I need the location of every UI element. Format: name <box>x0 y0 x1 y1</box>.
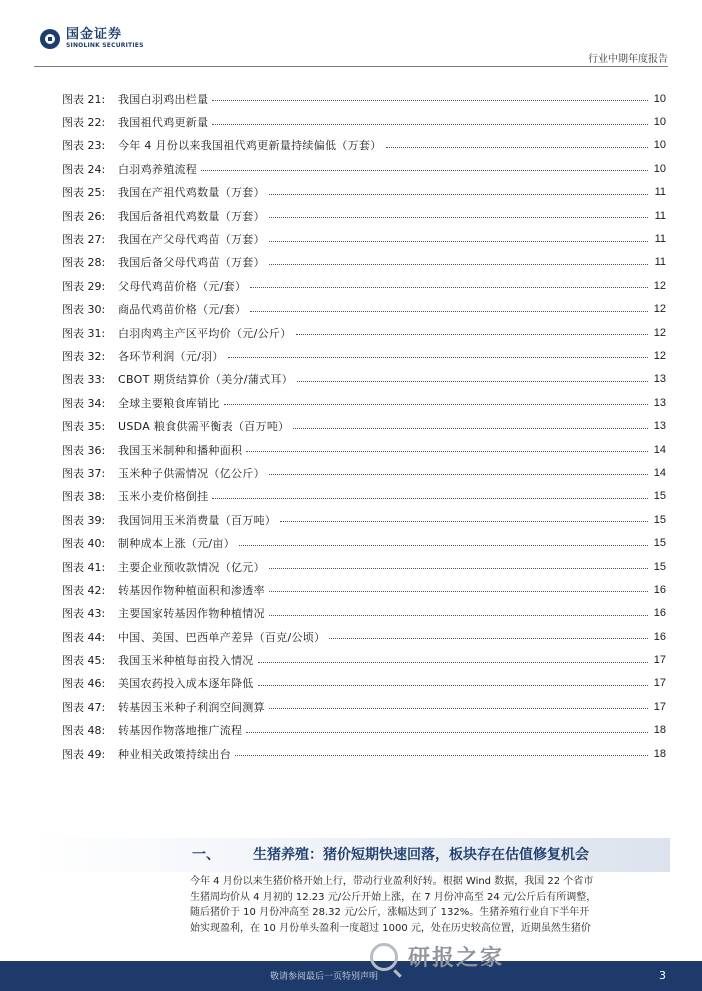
toc-dot-leader <box>269 474 648 475</box>
toc-dot-leader <box>293 428 648 429</box>
toc-entry[interactable] <box>62 555 666 578</box>
toc-figure-label: 图表 34: <box>62 396 106 410</box>
toc-page-number: 11 <box>654 256 666 269</box>
toc-dot-leader <box>269 241 648 242</box>
toc-dot-leader <box>296 334 648 335</box>
toc-figure-title: 美国农药投入成本逐年降低 <box>118 677 254 691</box>
header-divider <box>34 66 668 67</box>
figure-table-of-contents <box>62 87 666 765</box>
page-footer <box>0 946 702 991</box>
toc-figure-label: 图表 32: <box>62 349 106 363</box>
toc-figure-title: 白羽鸡养殖流程 <box>118 162 198 176</box>
toc-entry[interactable] <box>62 602 666 625</box>
watermark <box>370 941 504 972</box>
toc-figure-title: 全球主要粮食库销比 <box>118 396 220 410</box>
toc-figure-title: 各环节利润（元/羽） <box>118 349 224 363</box>
toc-figure-title: USDA 粮食供需平衡表（百万吨） <box>118 420 290 434</box>
toc-figure-title: 种业相关政策持续出台 <box>118 747 231 761</box>
body-line: 生猪周均价从 4 月初的 12.23 元/公斤开始上涨，在 7 月份冲高至 24 元/公斤后有所调整， <box>190 891 597 903</box>
toc-page-number: 12 <box>653 349 666 362</box>
toc-figure-title: CBOT 期货结算价（美分/蒲式耳） <box>118 373 294 387</box>
toc-entry[interactable] <box>62 321 666 344</box>
disclaimer-note: 敬请参阅最后一页特别声明 <box>270 972 379 982</box>
toc-dot-leader <box>269 615 648 616</box>
toc-dot-leader <box>269 568 648 569</box>
toc-page-number: 15 <box>653 513 666 526</box>
toc-page-number: 16 <box>653 607 666 620</box>
toc-figure-title: 转基因玉米种子利润空间测算 <box>118 700 265 714</box>
section-number: 一、 <box>192 847 220 863</box>
toc-entry[interactable] <box>62 414 666 437</box>
toc-figure-label: 图表 40: <box>62 537 106 551</box>
toc-dot-leader <box>201 170 648 171</box>
logo-english-name: SINOLINK SECURITIES <box>66 42 144 49</box>
toc-figure-title: 今年 4 月份以来我国祖代鸡更新量持续偏低（万套） <box>118 139 382 153</box>
toc-page-number: 10 <box>653 92 666 105</box>
toc-dot-leader <box>269 194 648 195</box>
body-paragraph <box>190 874 668 936</box>
toc-entry[interactable] <box>62 298 666 321</box>
toc-dot-leader <box>250 311 648 312</box>
company-logo <box>40 28 144 49</box>
toc-figure-label: 图表 28: <box>62 256 106 270</box>
page-header <box>0 0 702 68</box>
section-title: 生猪养殖：猪价短期快速回落，板块存在估值修复机会 <box>253 847 589 863</box>
toc-figure-title: 玉米种子供需情况（亿公斤） <box>118 466 265 480</box>
toc-page-number: 15 <box>653 560 666 573</box>
toc-page-number: 16 <box>653 630 666 643</box>
toc-entry[interactable] <box>62 719 666 742</box>
toc-dot-leader <box>228 357 648 358</box>
toc-dot-leader <box>235 755 648 756</box>
toc-entry[interactable] <box>62 110 666 133</box>
toc-figure-title: 制种成本上涨（元/亩） <box>118 537 236 551</box>
toc-figure-title: 我国祖代鸡更新量 <box>118 116 209 130</box>
toc-figure-title: 我国玉米制种和播种面积 <box>118 443 243 457</box>
toc-page-number: 10 <box>653 116 666 129</box>
toc-figure-label: 图表 43: <box>62 607 106 621</box>
toc-figure-title: 我国玉米种植每亩投入情况 <box>118 654 254 668</box>
toc-figure-label: 图表 29: <box>62 279 106 293</box>
toc-entry[interactable] <box>62 344 666 367</box>
toc-page-number: 15 <box>653 490 666 503</box>
toc-page-number: 14 <box>653 443 666 456</box>
toc-figure-label: 图表 25: <box>62 186 106 200</box>
toc-page-number: 11 <box>654 186 666 199</box>
report-type-label: 行业中期年度报告 <box>588 54 668 65</box>
toc-page-number: 17 <box>653 677 666 690</box>
logo-text <box>66 28 144 49</box>
toc-dot-leader <box>329 638 648 639</box>
logo-chinese-name: 国金证券 <box>66 27 123 42</box>
toc-page-number: 18 <box>653 747 666 760</box>
body-line: 今年 4 月份以来生猪价格开始上行，带动行业盈利好转。根据 Wind 数据，我国 22 个省市 <box>190 876 594 887</box>
toc-dot-leader <box>212 498 648 499</box>
toc-figure-label: 图表 47: <box>62 700 106 714</box>
body-line: 始实现盈利，在 10 月份单头盈利一度超过 1000 元，处在历史较高位置，近期虽然生猪价 <box>190 922 591 934</box>
toc-figure-label: 图表 38: <box>62 490 106 504</box>
body-line: 随后猪价于 10 月份冲高至 28.32 元/公斤，涨幅达到了 132%。生猪养殖行业自下半年开 <box>190 907 590 919</box>
toc-entry[interactable] <box>62 531 666 554</box>
toc-figure-title: 中国、美国、巴西单产差异（百克/公顷） <box>118 630 326 644</box>
toc-dot-leader <box>239 545 648 546</box>
toc-dot-leader <box>246 451 648 452</box>
page-number: 3 <box>659 969 666 982</box>
toc-figure-label: 图表 30: <box>62 303 106 317</box>
toc-entry[interactable] <box>62 672 666 695</box>
toc-figure-label: 图表 44: <box>62 630 106 644</box>
toc-page-number: 10 <box>653 162 666 175</box>
toc-figure-label: 图表 39: <box>62 513 106 527</box>
toc-dot-leader <box>246 732 648 733</box>
toc-entry[interactable] <box>62 181 666 204</box>
toc-figure-title: 主要企业预收款情况（亿元） <box>118 560 265 574</box>
toc-page-number: 13 <box>653 396 666 409</box>
toc-figure-label: 图表 21: <box>62 92 106 106</box>
toc-figure-title: 转基因作物落地推广流程 <box>118 724 243 738</box>
toc-dot-leader <box>269 217 648 218</box>
toc-figure-title: 我国饲用玉米消费量（百万吨） <box>118 513 277 527</box>
toc-figure-label: 图表 23: <box>62 139 106 153</box>
toc-entry[interactable] <box>62 391 666 414</box>
toc-page-number: 12 <box>653 279 666 292</box>
toc-entry[interactable] <box>62 227 666 250</box>
toc-figure-label: 图表 48: <box>62 724 106 738</box>
toc-figure-title: 我国后备父母代鸡苗（万套） <box>118 256 265 270</box>
toc-entry[interactable] <box>62 461 666 484</box>
toc-figure-label: 图表 31: <box>62 326 106 340</box>
toc-figure-label: 图表 45: <box>62 654 106 668</box>
toc-figure-title: 转基因作物种植面积和渗透率 <box>118 583 265 597</box>
toc-dot-leader <box>258 662 648 663</box>
toc-page-number: 12 <box>653 303 666 316</box>
toc-entry[interactable] <box>62 134 666 157</box>
toc-page-number: 13 <box>653 373 666 386</box>
toc-page-number: 16 <box>653 583 666 596</box>
toc-figure-label: 图表 35: <box>62 420 106 434</box>
toc-entry[interactable] <box>62 508 666 531</box>
toc-page-number: 17 <box>653 654 666 667</box>
toc-dot-leader <box>212 100 648 101</box>
toc-dot-leader <box>250 287 648 288</box>
toc-page-number: 18 <box>653 724 666 737</box>
toc-figure-title: 父母代鸡苗价格（元/套） <box>118 279 247 293</box>
toc-entry[interactable] <box>62 625 666 648</box>
toc-dot-leader <box>269 591 648 592</box>
toc-page-number: 11 <box>654 209 666 222</box>
magnifier-icon <box>370 943 398 971</box>
toc-dot-leader <box>280 521 648 522</box>
toc-figure-label: 图表 42: <box>62 583 106 597</box>
toc-entry[interactable] <box>62 251 666 274</box>
toc-figure-label: 图表 37: <box>62 466 106 480</box>
toc-page-number: 17 <box>653 700 666 713</box>
toc-figure-label: 图表 26: <box>62 209 106 223</box>
section-heading <box>30 838 670 872</box>
toc-entry[interactable] <box>62 695 666 718</box>
toc-figure-title: 我国在产父母代鸡苗（万套） <box>118 233 265 247</box>
toc-entry[interactable] <box>62 274 666 297</box>
toc-figure-title: 我国在产祖代鸡数量（万套） <box>118 186 265 200</box>
toc-dot-leader <box>269 708 648 709</box>
toc-entry[interactable] <box>62 157 666 180</box>
toc-entry[interactable] <box>62 648 666 671</box>
toc-page-number: 15 <box>653 537 666 550</box>
toc-page-number: 12 <box>653 326 666 339</box>
toc-page-number: 14 <box>653 466 666 479</box>
toc-entry[interactable] <box>62 578 666 601</box>
toc-dot-leader <box>297 381 648 382</box>
toc-figure-title: 玉米小麦价格倒挂 <box>118 490 209 504</box>
toc-figure-label: 图表 24: <box>62 162 106 176</box>
toc-dot-leader <box>224 404 648 405</box>
toc-entry[interactable] <box>62 368 666 391</box>
toc-figure-label: 图表 46: <box>62 677 106 691</box>
toc-figure-title: 主要国家转基因作物种植情况 <box>118 607 265 621</box>
toc-dot-leader <box>386 147 649 148</box>
toc-entry[interactable] <box>62 742 666 765</box>
toc-dot-leader <box>258 685 648 686</box>
toc-page-number: 10 <box>653 139 666 152</box>
watermark-text: 研报之家 <box>408 946 505 971</box>
toc-figure-title: 我国后备祖代鸡数量（万套） <box>118 209 265 223</box>
toc-page-number: 11 <box>654 233 666 246</box>
toc-page-number: 13 <box>653 420 666 433</box>
toc-figure-title: 白羽肉鸡主产区平均价（元/公斤） <box>118 326 292 340</box>
toc-figure-label: 图表 33: <box>62 373 106 387</box>
toc-dot-leader <box>269 264 648 265</box>
toc-figure-label: 图表 41: <box>62 560 106 574</box>
toc-figure-title: 我国白羽鸡出栏量 <box>118 92 209 106</box>
logo-icon <box>40 29 60 49</box>
toc-figure-title: 商品代鸡苗价格（元/套） <box>118 303 247 317</box>
toc-entry[interactable] <box>62 87 666 110</box>
toc-figure-label: 图表 22: <box>62 116 106 130</box>
toc-entry[interactable] <box>62 438 666 461</box>
toc-figure-label: 图表 36: <box>62 443 106 457</box>
toc-dot-leader <box>212 124 648 125</box>
toc-entry[interactable] <box>62 485 666 508</box>
toc-entry[interactable] <box>62 204 666 227</box>
toc-figure-label: 图表 49: <box>62 747 106 761</box>
toc-figure-label: 图表 27: <box>62 233 106 247</box>
